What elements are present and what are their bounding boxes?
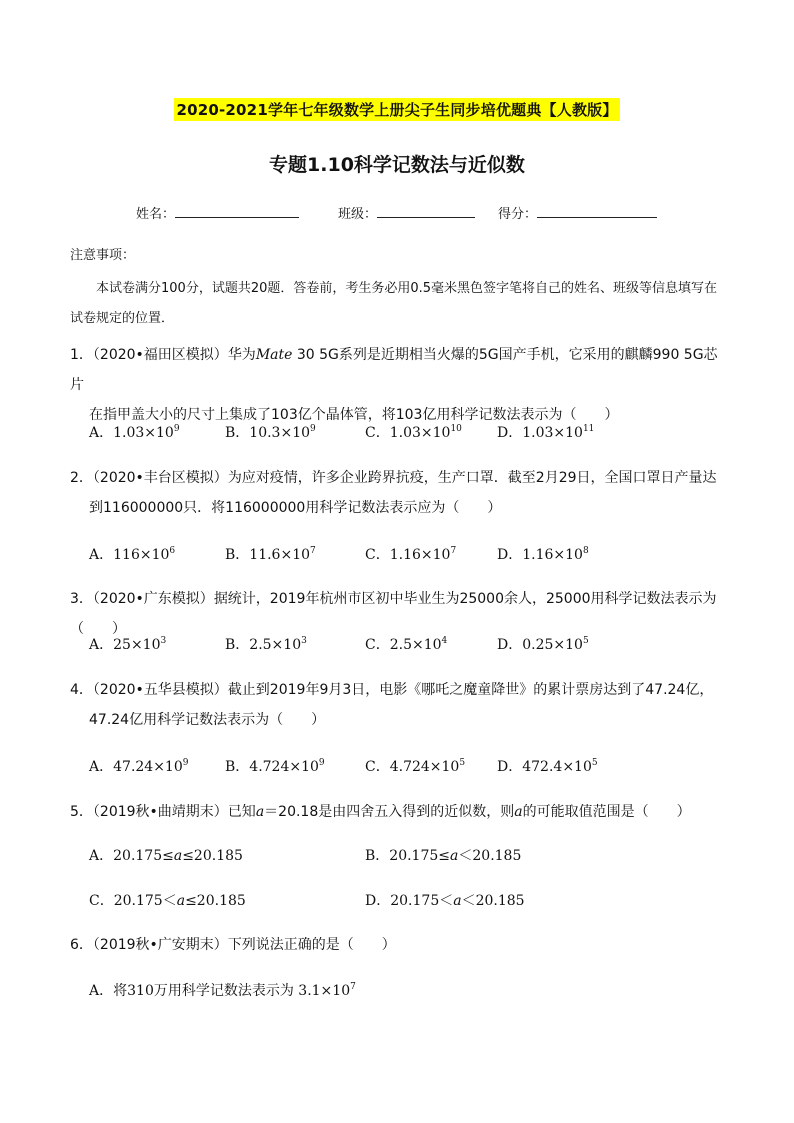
option-value: 47.24×10 xyxy=(113,759,183,775)
option-value: 20.175≤ xyxy=(389,848,451,864)
question-variable: a xyxy=(255,804,265,820)
option-exponent: 4 xyxy=(441,636,448,646)
option-d[interactable] xyxy=(497,422,594,442)
option-value: 0.25×10 xyxy=(522,637,583,653)
question-text: 为应对疫情，许多企业跨界抗疫，生产口罩．截至2月29日，全国口罩日产量达 xyxy=(227,470,717,486)
option-label: D． xyxy=(497,547,523,563)
option-value: 4.724×10 xyxy=(389,759,460,775)
question-source: （2020•丰台区模拟） xyxy=(92,470,228,486)
question-text: 的可能取值范围是（ ） xyxy=(522,804,691,820)
option-label: B． xyxy=(365,848,390,864)
option-value: 将310万用科学记数法表示为 3.1×10 xyxy=(113,983,351,999)
option-exponent: 11 xyxy=(582,424,595,434)
option-exponent: 7 xyxy=(310,546,316,556)
option-value: 10.3×10 xyxy=(249,425,311,441)
class-field[interactable] xyxy=(338,203,475,222)
option-a[interactable] xyxy=(89,422,180,442)
option-value: 1.03×10 xyxy=(113,425,174,441)
name-label: 姓名： xyxy=(136,207,176,222)
question-number: 4． xyxy=(70,682,93,698)
option-d[interactable] xyxy=(497,756,598,776)
option-label: D． xyxy=(365,893,391,909)
option-exponent: 5 xyxy=(591,758,598,768)
option-value: 4.724×10 xyxy=(249,759,319,775)
option-b[interactable] xyxy=(365,845,521,865)
notice-title: 注意事项： xyxy=(70,248,136,263)
question-text: 华为 xyxy=(227,347,256,363)
question-text-line2: 在指甲盖大小的尺寸上集成了103亿个晶体管，将103亿用科学记数法表示为（ ） xyxy=(89,407,619,423)
option-value: 116×10 xyxy=(113,547,170,563)
option-label: D． xyxy=(497,425,523,441)
question-text: 已知 xyxy=(227,804,256,820)
option-value: 20.175≤ xyxy=(113,848,174,864)
option-label: A． xyxy=(89,547,114,563)
option-label: D． xyxy=(497,637,523,653)
option-value: 2.5×10 xyxy=(389,637,442,653)
header-banner-text: 2020-2021学年七年级数学上册尖子生同步培优题典【人教版】 xyxy=(174,98,619,121)
name-blank-line xyxy=(175,205,299,218)
option-label: C． xyxy=(365,637,390,653)
question-source: （2019秋•广安期末） xyxy=(92,937,228,953)
option-label: C． xyxy=(365,425,390,441)
question-text-line2: 47.24亿用科学记数法表示为（ ） xyxy=(89,712,326,728)
question-text-italic: Mate xyxy=(255,347,293,363)
option-b[interactable] xyxy=(225,422,316,442)
option-value: ≤20.185 xyxy=(182,848,243,864)
option-exponent: 5 xyxy=(459,758,466,768)
option-label: B． xyxy=(225,759,250,775)
option-value: 1.03×10 xyxy=(389,425,451,441)
option-label: A． xyxy=(89,425,114,441)
question-source: （2020•福田区模拟） xyxy=(92,347,228,363)
class-label: 班级： xyxy=(338,207,378,222)
option-value: 20.175＜ xyxy=(113,893,177,909)
option-label: B． xyxy=(225,547,250,563)
option-exponent: 3 xyxy=(160,636,167,646)
option-exponent: 9 xyxy=(182,758,189,768)
question-variable: a xyxy=(514,804,523,820)
question-source: （2020•广东模拟） xyxy=(92,591,214,607)
option-exponent: 7 xyxy=(350,982,356,992)
option-exponent: 3 xyxy=(301,636,307,646)
option-label: A． xyxy=(89,848,114,864)
option-label: B． xyxy=(225,425,250,441)
option-value: 2.5×10 xyxy=(249,637,302,653)
option-value: 1.16×10 xyxy=(522,547,583,563)
score-field[interactable] xyxy=(498,203,657,222)
question-text: 截止到2019年9月3日，电影《哪吒之魔童降世》的累计票房达到了47.24亿， xyxy=(227,682,714,698)
option-exponent: 8 xyxy=(582,546,589,556)
score-blank-line xyxy=(537,205,657,218)
question-4 xyxy=(70,675,730,735)
option-exponent: 10 xyxy=(450,424,462,434)
option-label: C． xyxy=(365,547,390,563)
question-6 xyxy=(70,930,730,960)
option-value: 1.16×10 xyxy=(389,547,451,563)
option-c[interactable] xyxy=(365,544,456,564)
option-exponent: 9 xyxy=(318,758,325,768)
option-c[interactable] xyxy=(365,634,447,654)
option-b[interactable] xyxy=(225,634,307,654)
option-b[interactable] xyxy=(225,756,325,776)
option-value: ＜20.185 xyxy=(461,893,525,909)
option-variable: a xyxy=(450,848,459,864)
option-d[interactable] xyxy=(497,544,589,564)
option-exponent: 9 xyxy=(310,424,316,434)
option-a[interactable] xyxy=(89,544,175,564)
question-number: 5． xyxy=(70,804,93,820)
option-variable: a xyxy=(453,893,462,909)
score-label: 得分： xyxy=(498,207,538,222)
question-number: 6． xyxy=(70,937,93,953)
option-variable: a xyxy=(176,893,186,909)
option-variable: a xyxy=(173,848,183,864)
question-2 xyxy=(70,463,730,523)
question-text-line2: 到116000000只．将116000000用科学记数法表示应为（ ） xyxy=(89,500,502,516)
question-number: 2． xyxy=(70,470,93,486)
option-d[interactable] xyxy=(365,890,525,910)
question-number: 1． xyxy=(70,347,93,363)
option-label: C． xyxy=(89,893,114,909)
question-text: ＝20.18是由四舍五入得到的近似数，则 xyxy=(264,804,515,820)
option-value: 25×10 xyxy=(113,637,161,653)
option-exponent: 7 xyxy=(450,546,457,556)
option-exponent: 5 xyxy=(582,636,589,646)
question-5 xyxy=(70,797,730,827)
option-exponent: 6 xyxy=(169,546,176,556)
option-label: C． xyxy=(365,759,390,775)
option-exponent: 9 xyxy=(173,424,180,434)
option-value: ≤20.185 xyxy=(185,893,246,909)
question-source: （2019秋•曲靖期末） xyxy=(92,804,228,820)
header-banner xyxy=(0,98,794,121)
option-label: A． xyxy=(89,637,114,653)
option-value: 472.4×10 xyxy=(522,759,592,775)
option-b[interactable] xyxy=(225,544,316,564)
option-a[interactable] xyxy=(89,845,243,865)
option-value: 20.175＜ xyxy=(390,893,454,909)
option-c[interactable] xyxy=(365,422,462,442)
page-title: 专题1.10科学记数法与近似数 xyxy=(269,154,525,176)
option-label: D． xyxy=(497,759,523,775)
option-label: B． xyxy=(225,637,250,653)
notice-body: 本试卷满分100分，试题共20题．答卷前，考生务必用0.5毫米黑色签字笔将自己的姓名、班级等信息填写在试卷规定的位置． xyxy=(70,281,718,326)
option-label: A． xyxy=(89,759,114,775)
option-c[interactable] xyxy=(89,890,246,910)
question-source: （2020•五华县模拟） xyxy=(92,682,228,698)
question-text: 据统计，2019年杭州市区初中毕业生为25000余人，25000用科学记数法表示为（ ） xyxy=(70,591,717,637)
option-d[interactable] xyxy=(497,634,589,654)
class-blank-line xyxy=(377,205,475,218)
option-value: 1.03×10 xyxy=(522,425,583,441)
question-1 xyxy=(70,340,730,430)
question-text: 下列说法正确的是（ ） xyxy=(227,937,396,953)
question-text: 30 5G系列是近期相当火爆的5G国产手机，它采用的麒麟990 5G芯片 xyxy=(70,347,718,393)
question-number: 3． xyxy=(70,591,93,607)
option-label: A． xyxy=(89,983,114,999)
option-c[interactable] xyxy=(365,756,465,776)
name-field[interactable] xyxy=(136,203,299,222)
option-a[interactable] xyxy=(89,634,166,654)
option-value: ＜20.185 xyxy=(458,848,522,864)
option-value: 11.6×10 xyxy=(249,547,311,563)
option-a[interactable] xyxy=(89,756,188,776)
option-a[interactable] xyxy=(89,980,356,1000)
